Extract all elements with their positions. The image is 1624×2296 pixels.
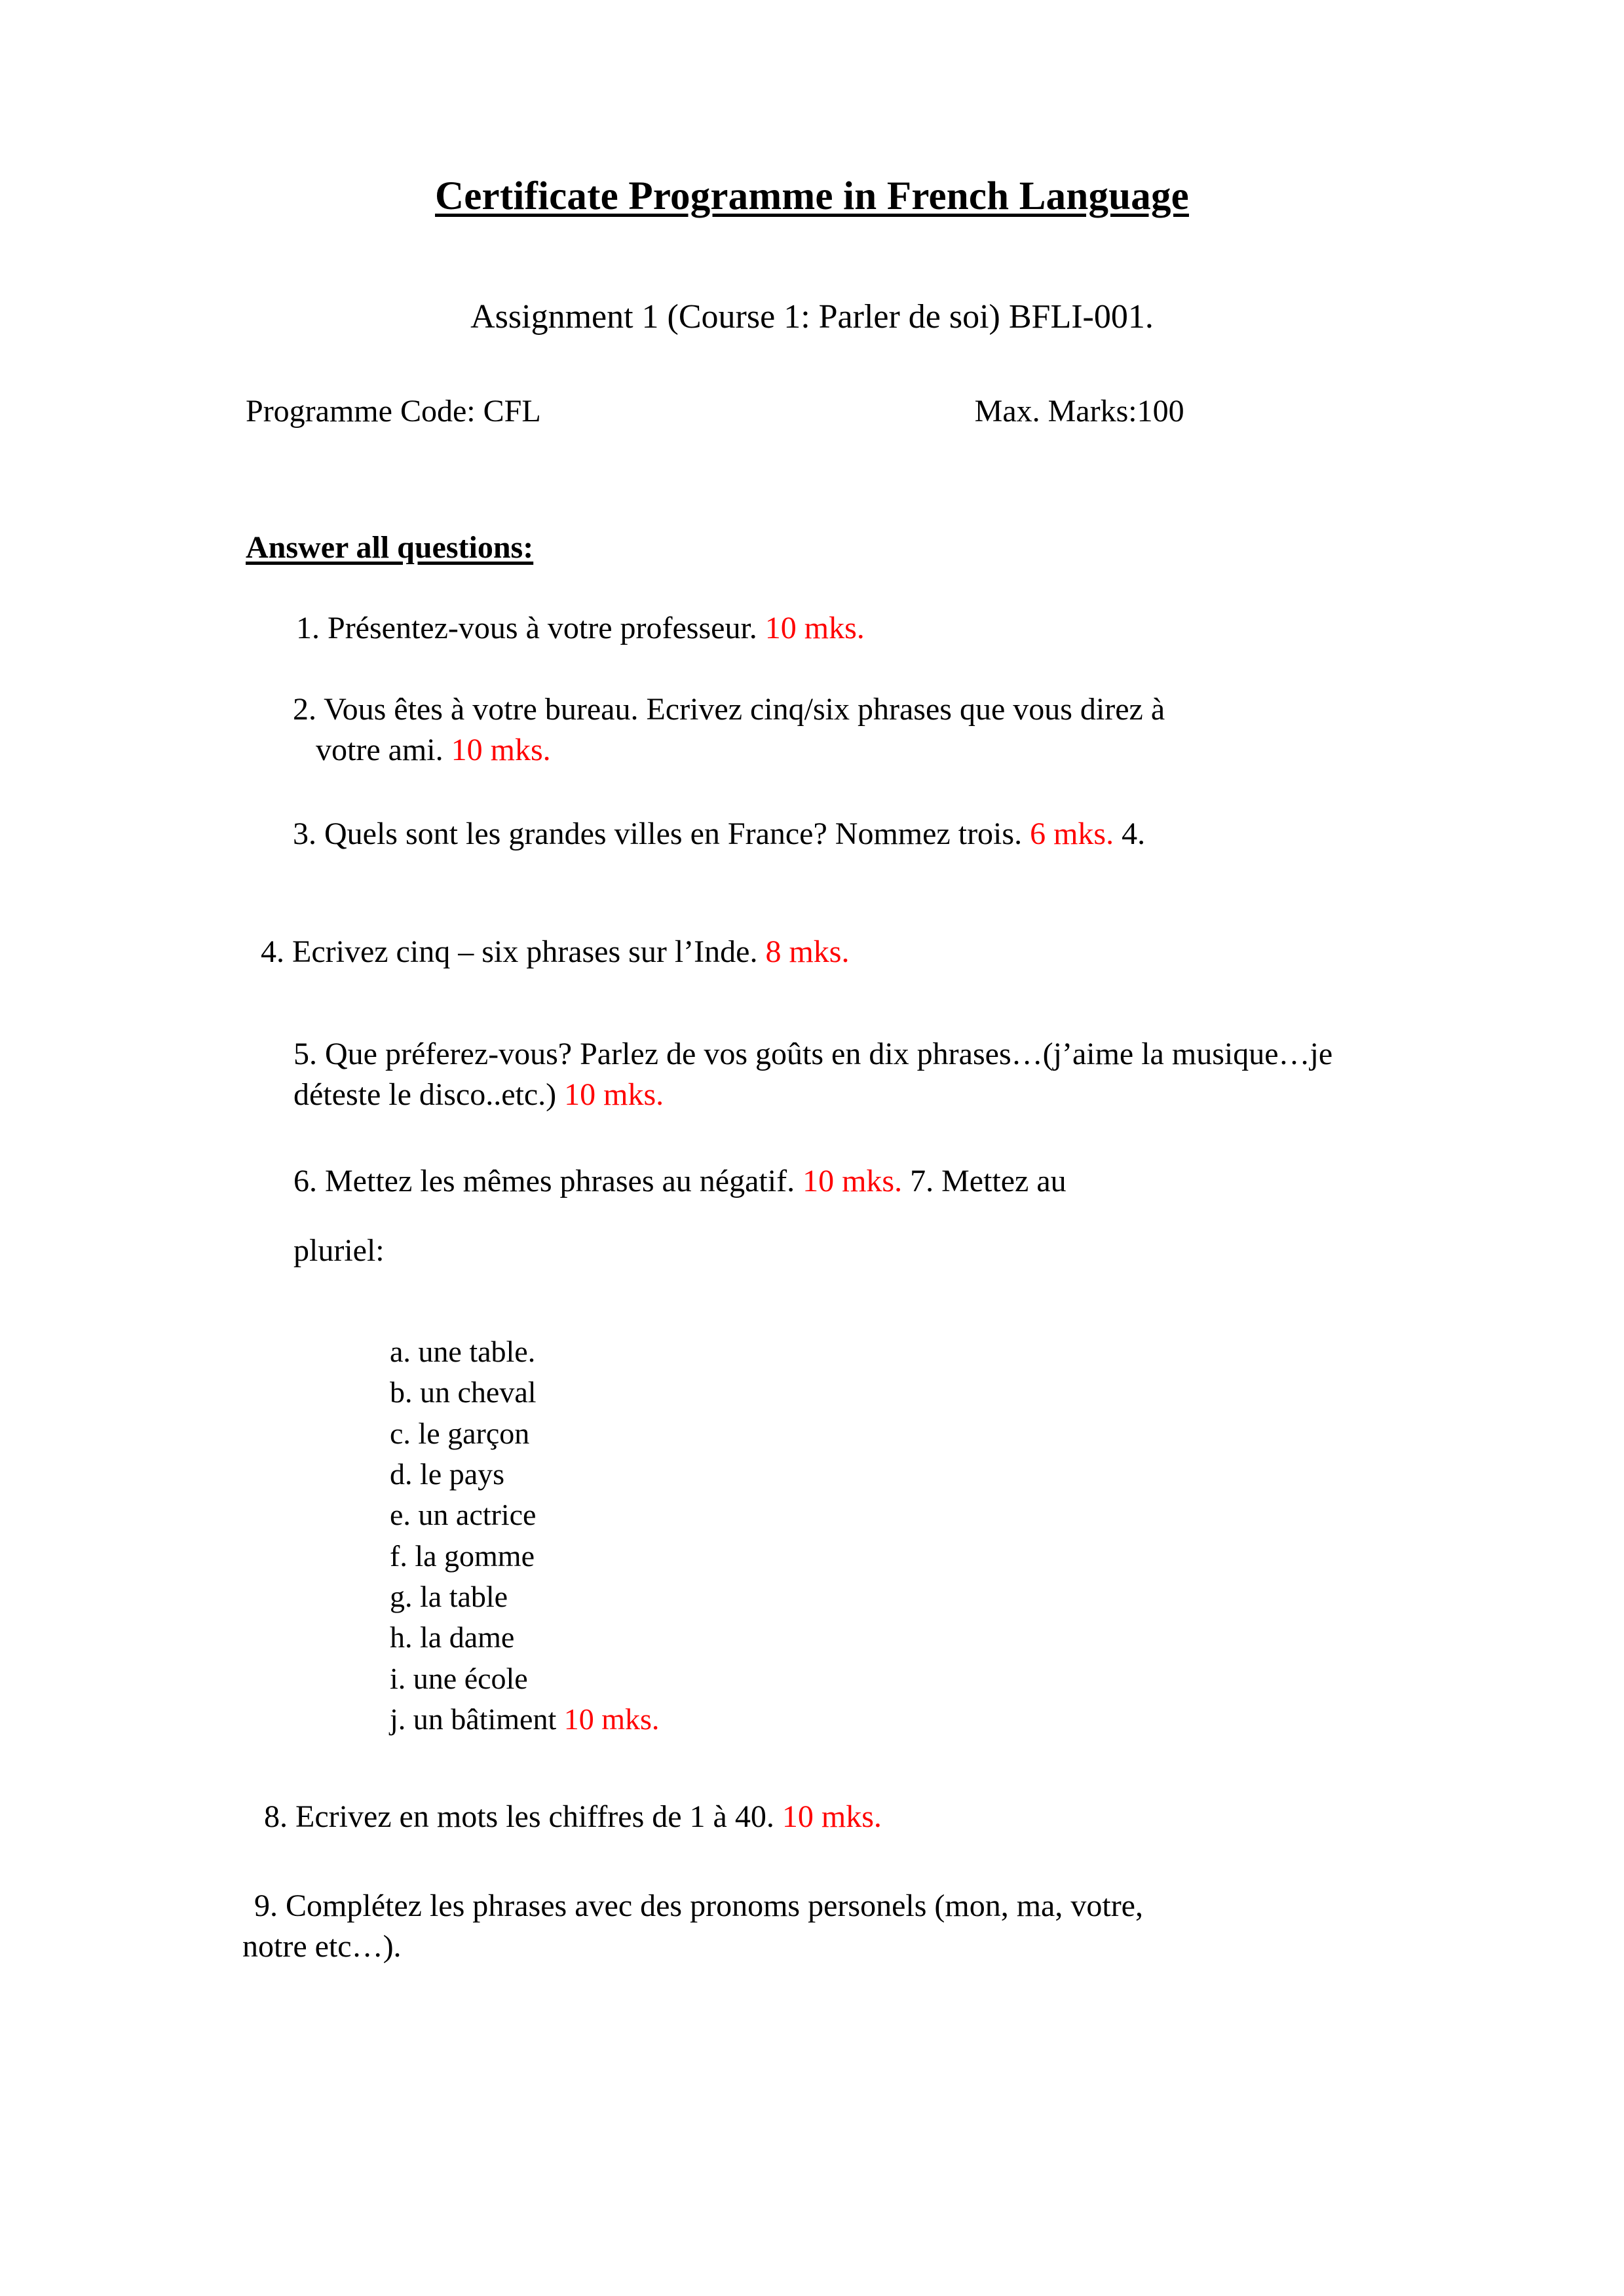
question-4-marks: 8 mks. xyxy=(765,934,850,969)
list-item: d. le pays xyxy=(390,1457,505,1491)
question-1 xyxy=(296,608,1370,649)
instruction-heading: Answer all questions: xyxy=(246,530,534,565)
question-7-continuation: pluriel: xyxy=(293,1233,385,1268)
list-item: f. la gomme xyxy=(390,1539,535,1573)
list-item: e. un actrice xyxy=(390,1498,537,1532)
question-2-marks: 10 mks. xyxy=(451,733,551,768)
question-5-marks: 10 mks. xyxy=(564,1077,664,1113)
question-2-line1: 2. Vous êtes à votre bureau. Ecrivez cinq/six phrases que vous direz à xyxy=(293,692,1165,727)
question-5-line1: 5. Que préferez-vous? Parlez de vos goûts en dix phrases…(j’aime la xyxy=(293,1037,1164,1071)
question-5-line2: musique…je déteste le disco..etc.) xyxy=(293,1037,1333,1113)
question-3-text: 3. Quels sont les grandes villes en France? Nommez trois. xyxy=(293,816,1030,851)
assignment-subtitle: Assignment 1 (Course 1: Parler de soi) BFLI-001. xyxy=(470,298,1154,335)
question-3 xyxy=(293,814,1407,854)
page-title xyxy=(0,176,1624,218)
question-2 xyxy=(293,689,1341,771)
question-7-sublist xyxy=(390,1331,659,1740)
question-2-line2: votre ami. xyxy=(316,733,451,768)
question-1-text: 1. Présentez-vous à votre professeur. xyxy=(296,611,765,645)
question-1-marks: 10 mks. xyxy=(765,611,865,645)
question-4 xyxy=(261,932,1374,972)
list-item-last-marks: 10 mks. xyxy=(563,1702,660,1736)
list-item: g. la table xyxy=(390,1579,508,1613)
list-item-last xyxy=(390,1699,659,1740)
list-item: b. un cheval xyxy=(390,1375,537,1409)
max-marks: Max. Marks:100 xyxy=(974,394,1184,429)
question-5 xyxy=(293,1034,1355,1116)
question-6-text: 6. Mettez les mêmes phrases au négatif. xyxy=(293,1164,803,1198)
question-9 xyxy=(242,1886,1368,1968)
question-9-line1: 9. Complétez les phrases avec des pronoms personels (mon, ma, votre, xyxy=(254,1888,1143,1923)
meta-row xyxy=(246,393,1307,429)
question-9-line2: notre etc…). xyxy=(242,1929,402,1964)
list-item: i. une école xyxy=(390,1661,528,1695)
question-2-line2-wrap xyxy=(293,730,1341,771)
list-item-last-text: j. un bâtiment xyxy=(390,1702,564,1736)
question-3-marks: 6 mks. xyxy=(1030,816,1114,851)
question-3-trailing: 4. xyxy=(1114,816,1146,851)
question-6 xyxy=(293,1161,1407,1202)
question-8-text: 8. Ecrivez en mots les chiffres de 1 à 40. xyxy=(264,1799,782,1834)
question-4-text: 4. Ecrivez cinq – six phrases sur l’Inde. xyxy=(261,934,766,969)
question-8 xyxy=(264,1797,1378,1837)
programme-code: Programme Code: CFL xyxy=(246,394,541,429)
list-item: c. le garçon xyxy=(390,1416,530,1450)
question-7-prompt: 7. Mettez au xyxy=(902,1164,1067,1198)
list-item: a. une table. xyxy=(390,1335,536,1368)
question-8-marks: 10 mks. xyxy=(782,1799,882,1834)
page-title-text: Certificate Programme in French Language xyxy=(435,174,1189,218)
question-6-marks: 10 mks. xyxy=(803,1164,903,1198)
list-item: h. la dame xyxy=(390,1620,515,1655)
